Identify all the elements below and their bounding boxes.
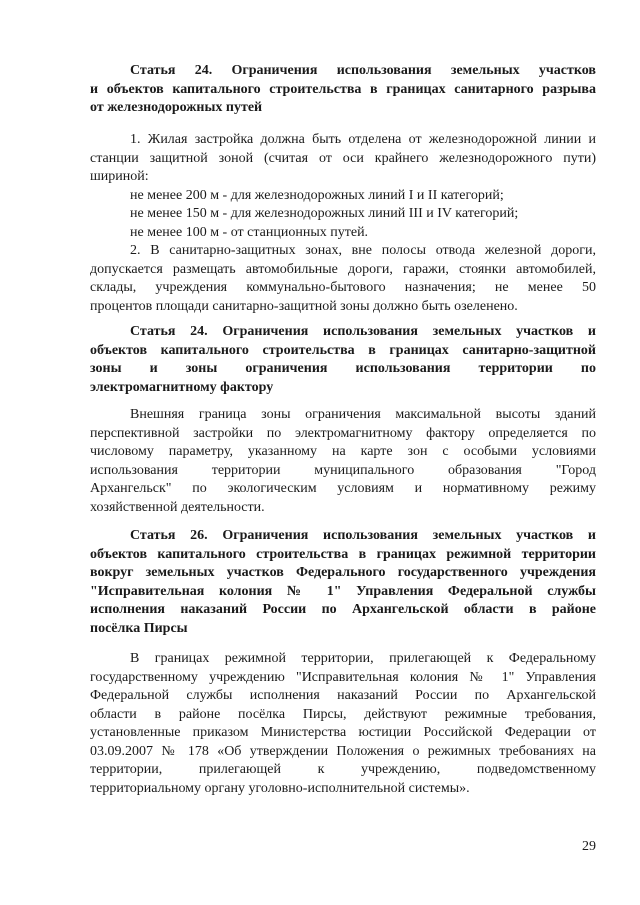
- body-line: не менее 150 м - для железнодорожных линий III и IV категорий;: [130, 206, 519, 221]
- body-line: территории, прилегающей к учреждению, подведомственному: [90, 762, 596, 777]
- heading-line: и объектов капитального строительства в границах санитарного разрыва: [90, 81, 596, 97]
- heading-line: Статья 26. Ограничения использования земельных участков и: [130, 528, 596, 543]
- body-line: шириной:: [90, 169, 149, 184]
- body-line: допускается размещать автомобильные дороги, гаражи, стоянки автомобилей,: [90, 261, 596, 277]
- body-line: перспективной застройки по электромагнитному фактору определяется по: [90, 425, 596, 441]
- body-line: хозяйственной деятельности.: [90, 499, 265, 515]
- article-26-body: [90, 650, 596, 798]
- body-line: станции защитной зоной (считая от оси крайнего железнодорожного пути): [90, 150, 596, 166]
- body-line: не менее 200 м - для железнодорожных линий I и II категорий;: [130, 187, 504, 203]
- body-line: Внешняя граница зоны ограничения максимальной высоты зданий: [130, 407, 596, 422]
- body-line: склады, учреждения коммунально-бытового назначения; не менее 50: [90, 280, 596, 295]
- body-line: 2. В санитарно-защитных зонах, вне полосы отвода железной дороги,: [130, 243, 596, 258]
- heading-line: Статья 24. Ограничения использования земельных участков: [130, 63, 596, 78]
- body-line: Архангельск" по экологическим условиям и нормативному режиму: [90, 481, 596, 496]
- page-number: 29: [582, 839, 596, 854]
- article-24-railway-heading: [90, 62, 596, 118]
- article-26-heading: [90, 527, 596, 638]
- heading-line: Статья 24. Ограничения использования земельных участков и: [130, 324, 596, 339]
- body-line: 1. Жилая застройка должна быть отделена от железнодорожной линии и: [130, 132, 596, 147]
- heading-line: зоны и зоны ограничения использования территории по: [90, 361, 596, 376]
- article-24-electromagnetic-heading: [90, 323, 596, 397]
- body-line: государственному учреждению "Исправительная колония № 1" Управления: [90, 669, 596, 685]
- article-24-railway-body: [90, 131, 596, 316]
- body-line: установленные приказом Министерства юстиции Российской Федерации от: [90, 725, 596, 740]
- body-line: не менее 100 м - от станционных путей.: [130, 224, 369, 240]
- body-line: В границах режимной территории, прилегающей к Федеральному: [130, 651, 596, 666]
- heading-line: объектов капитального строительства в границах санитарно-защитной: [90, 342, 596, 358]
- body-line: территориальному органу уголовно-исполнительной системы».: [90, 780, 470, 796]
- article-24-electromagnetic-body: [90, 406, 596, 517]
- body-line: использования территории муниципального образования "Город: [90, 462, 596, 478]
- heading-line: "Исправительная колония № 1" Управления Федеральной службы: [90, 583, 596, 599]
- heading-line: электромагнитному фактору: [90, 379, 274, 395]
- heading-line: от железнодорожных путей: [90, 100, 263, 115]
- body-line: области в районе посёлка Пирсы, действуют режимные требования,: [90, 706, 596, 722]
- heading-line: объектов капитального строительства в границах режимной территории: [90, 546, 596, 562]
- heading-line: вокруг земельных участков Федерального государственного учреждения: [90, 565, 596, 580]
- body-line: числовому параметру, указанному на карте зон с особыми условиями: [90, 444, 596, 459]
- heading-line: исполнения наказаний России по Архангельской области в районе: [90, 602, 596, 617]
- body-line: Федеральной службы исполнения наказаний России по Архангельской: [90, 688, 596, 703]
- heading-line: посёлка Пирсы: [90, 620, 188, 636]
- body-line: 03.09.2007 № 178 «Об утверждении Положения о режимных требованиях на: [90, 743, 596, 759]
- body-line: процентов площади санитарно-защитной зоны должно быть озеленено.: [90, 298, 518, 314]
